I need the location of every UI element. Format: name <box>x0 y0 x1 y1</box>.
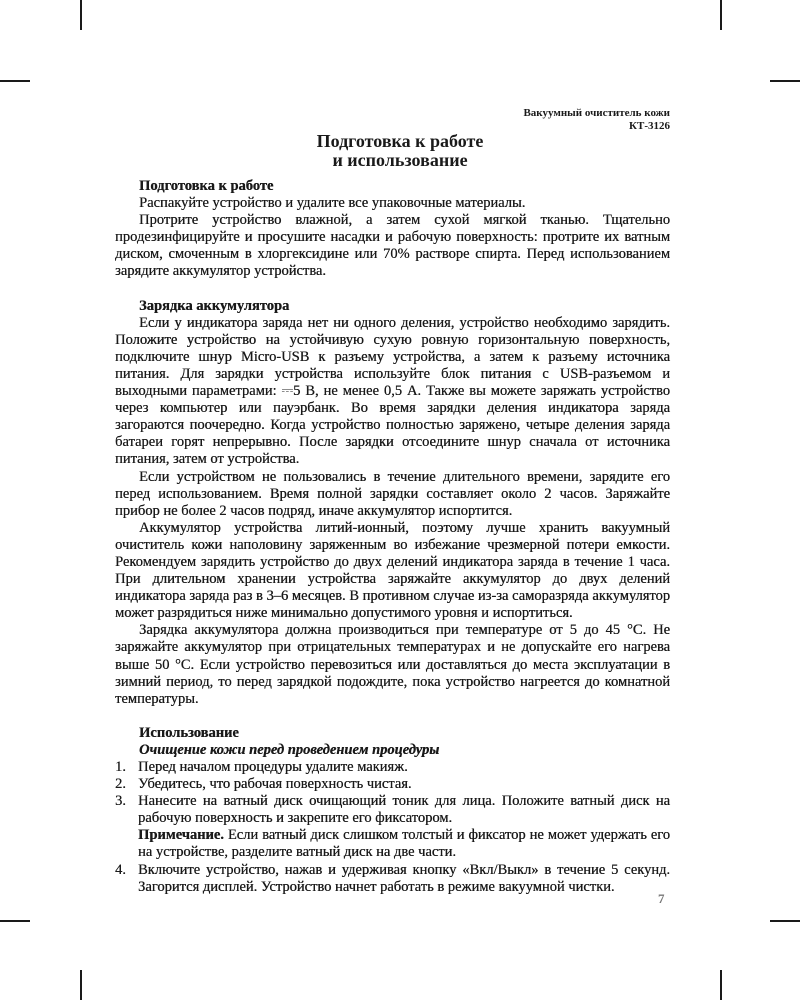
note <box>115 827 670 861</box>
section-heading-preparation: Подготовка к работе <box>139 178 274 194</box>
crop-mark <box>0 920 30 922</box>
list-item <box>115 776 670 793</box>
list-item <box>115 793 670 827</box>
paragraph: Аккумулятор устройства литий-ионный, поэтому лучше хранить вакуумный очиститель кожи наполовину заряженным во избежание чрезмерной потери емкости. Рекомендуем зарядить устройство до двух делений индикатора заряда в течение 1 часа. При длительном хранении устройства заряжайте аккумулятор до двух делений индикатора заряда раз в 3–6 месяцев. В противном случае из-за саморазряда аккумулятор может разрядиться ниже минимально допустимого уровня и испортиться. <box>115 519 670 622</box>
crop-mark <box>80 970 82 1000</box>
section-heading-charging: Зарядка аккумулятора <box>139 297 290 314</box>
title-line-1: Подготовка к работе <box>316 131 484 151</box>
paragraph: Протрите устройство влажной, а затем сухой мягкой тканью. Тщательно продезинфицируйте и просушите насадки и рабочую поверхность: протрите их ватным диском, смоченным в хлоргексидине или 70% растворе спирта. Перед использованием зарядите аккумулятор устройства. <box>115 212 670 280</box>
list-number: 4. <box>115 861 126 878</box>
list-number: 3. <box>115 793 126 810</box>
document-body <box>115 178 670 896</box>
paragraph: Распакуйте устройство и удалите все упаковочные материалы. <box>139 195 526 212</box>
crop-mark <box>720 0 722 30</box>
crop-mark <box>770 920 800 922</box>
list-number: 2. <box>115 776 126 793</box>
note-text: Если ватный диск слишком толстый и фиксатор не может удержать его на устройстве, разделите ватный диск на две части. <box>138 827 670 861</box>
list-item <box>115 862 670 896</box>
list-item <box>115 759 670 776</box>
note-label: Примечание. <box>138 827 224 844</box>
crop-mark <box>80 0 82 30</box>
list-text: Нанесите на ватный диск очищающий тоник для лица. Положите ватный диск на рабочую поверхность и закрепите его фиксатором. <box>138 793 670 827</box>
crop-mark <box>720 970 722 1000</box>
page-title <box>0 132 800 170</box>
page-number: 7 <box>658 891 665 906</box>
header-product: Вакуумный очиститель кожи <box>523 107 670 119</box>
list-text: Убедитесь, что рабочая поверхность чистая. <box>138 776 412 793</box>
subsection-heading-cleansing: Очищение кожи перед проведением процедуры <box>139 741 440 758</box>
header-model: КТ-3126 <box>629 120 670 132</box>
paragraph: Если устройством не пользовались в течение длительного времени, зарядите его перед использованием. Время полной зарядки составляет около 2 часов. Заряжайте прибор не более 2 часов подряд, иначе аккумулятор испортится. <box>115 468 670 519</box>
crop-mark <box>770 80 800 82</box>
section-heading-usage: Использование <box>139 724 239 741</box>
title-line-2: и использование <box>332 150 468 170</box>
list-text: Перед началом процедуры удалите макияж. <box>138 759 408 775</box>
running-header <box>523 107 670 133</box>
paragraph: Зарядка аккумулятора должна производиться при температуре от 5 до 45 °С. Не заряжайте аккумулятор при отрицательных температурах и не допускайте его нагрева выше 50 °С. Если устройство перевозиться или доставляться до места эксплуатации в зимний период, то перед зарядкой подождите, пока устройство нагреется до комнатной температуры. <box>115 622 670 707</box>
crop-mark <box>0 80 30 82</box>
list-number: 1. <box>115 759 126 775</box>
paragraph: Если у индикатора заряда нет ни одного деления, устройство необходимо зарядить. Положите устройство на устойчивую сухую ровную горизонтальную поверхность, подключите шнур Micro-USB к разъему устройства, а затем к разъему источника питания. Для зарядки устройства используйте блок питания с USB-разъемом и выходными параметрами: ⎓5 В, не менее 0,5 А. Также вы можете заряжать устройство через компьютер или пауэрбанк. Во время зарядки деления индикатора заряда загораются поочередно. Когда устройство полностью заряжено, четыре деления заряда батареи горят непрерывно. После зарядки отсоедините шнур сначала от источника питания, затем от устройства. <box>115 314 670 468</box>
list-text: Включите устройство, нажав и удерживая кнопку «Вкл/Выкл» в течение 5 секунд. Загорится дисплей. Устройство начнет работать в режиме вакуумной чистки. <box>138 861 670 895</box>
